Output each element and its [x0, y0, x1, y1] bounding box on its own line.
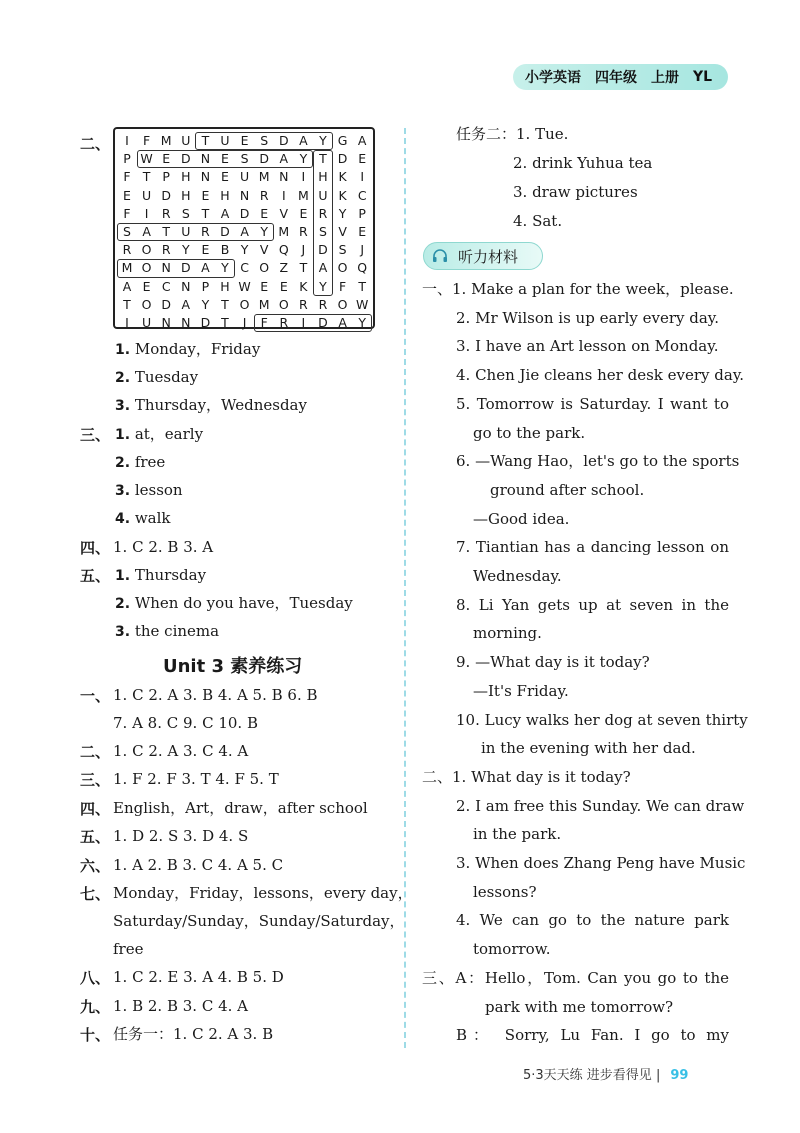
grid-letter: Y	[201, 296, 210, 312]
grid-letter: A	[357, 133, 367, 148]
s5-answer-2: 2. When do you have，Tuesday	[115, 594, 353, 612]
listening-line: lessons?	[473, 882, 537, 901]
listening-line: 10. Lucy walks her dog at seven thirty	[456, 710, 748, 729]
grid-letter: D	[239, 205, 250, 221]
grid-letter: I	[301, 169, 306, 185]
u-label-7: 七、	[80, 885, 111, 903]
grid-letter: O	[337, 296, 348, 312]
listening-line: 2. I am free this Sunday. We can draw	[456, 796, 745, 815]
grid-letter: D	[278, 133, 289, 148]
grid-letter: P	[162, 169, 170, 185]
grid-letter: R	[161, 205, 171, 221]
listening-line: 7. Tiantian has a dancing lesson on	[456, 538, 729, 557]
listening-line: park with me tomorrow?	[485, 997, 674, 1016]
grid-letter: A	[142, 224, 151, 239]
u-line-4: English，Art，draw，after school	[113, 799, 368, 817]
grid-letter: A	[181, 296, 191, 312]
grid-letter: R	[318, 296, 328, 312]
listening-line: 一、1. Make a plan for the week，please.	[422, 280, 734, 298]
listening-line: Wednesday.	[473, 567, 562, 585]
listening-line: 2. Mr Wilson is up early every day.	[456, 308, 720, 327]
grid-letter: M	[258, 169, 270, 185]
u-label-12: 十、	[80, 1026, 111, 1044]
grid-letter: Y	[181, 242, 190, 258]
grid-letter: Y	[319, 278, 327, 294]
listening-line: 9. —What day is it today?	[456, 653, 650, 672]
listening-line: 三、A：Hello，Tom. Can you go to the	[422, 968, 729, 987]
grid-letter: A	[338, 315, 347, 330]
grid-letter: Y	[338, 205, 347, 221]
s5-answer-1: 1. Thursday	[115, 566, 207, 584]
section-4-label: 四、	[80, 539, 111, 557]
grid-letter: E	[162, 151, 171, 167]
listening-line: ground after school.	[490, 480, 645, 499]
grid-letter: I	[281, 187, 286, 203]
word-box	[254, 314, 372, 332]
listening-line: B： Sorry, Lu Fan. I go to my	[456, 1026, 729, 1045]
u-label-5: 五、	[80, 828, 111, 846]
grid-letter: D	[161, 296, 171, 312]
grid-letter: S	[260, 133, 269, 148]
grid-letter: D	[337, 151, 348, 167]
grid-letter: W	[356, 296, 369, 312]
section-3-label: 三、	[80, 426, 111, 444]
u-line-9: free	[113, 940, 144, 958]
grid-letter: P	[123, 151, 131, 167]
grid-letter: O	[141, 260, 152, 276]
grid-letter: E	[240, 133, 249, 148]
word-box	[117, 223, 274, 241]
grid-letter: I	[360, 169, 365, 185]
grid-letter: N	[181, 315, 191, 330]
s2-answer-1: 1. Monday，Friday	[115, 340, 261, 358]
grid-letter: Z	[279, 260, 289, 276]
grid-letter: Y	[319, 133, 327, 148]
grid-letter: T	[358, 278, 366, 294]
grid-letter: R	[279, 315, 289, 330]
grid-letter: E	[123, 187, 131, 203]
u-label-0: 一、	[80, 687, 111, 705]
grid-letter: N	[161, 260, 171, 276]
u-line-1: 7. A 8. C 9. C 10. B	[113, 714, 258, 732]
grid-letter: T	[299, 260, 308, 276]
u-label-10: 八、	[80, 969, 111, 987]
header-subject: 小学英语	[525, 70, 581, 86]
grid-letter: F	[260, 315, 268, 330]
grid-letter: O	[239, 296, 250, 312]
u-line-12: 任务一：1. C 2. A 3. B	[113, 1025, 274, 1043]
u-line-5: 1. D 2. S 3. D 4. S	[113, 827, 249, 845]
grid-letter: O	[141, 296, 152, 312]
grid-letter: N	[239, 187, 250, 203]
grid-letter: K	[338, 169, 347, 185]
footer-slogan: 5·3天天练 进步看得见 |	[523, 1068, 661, 1083]
header-pill	[513, 64, 728, 90]
listening-line: 二、1. What day is it today?	[422, 767, 631, 786]
grid-letter: H	[181, 169, 191, 185]
grid-letter: F	[123, 169, 131, 185]
listening-material-label: 听力材料	[458, 247, 519, 266]
grid-letter: E	[142, 278, 151, 294]
grid-letter: N	[181, 278, 191, 294]
grid-letter: F	[123, 205, 131, 221]
grid-letter: R	[201, 224, 210, 239]
word-box	[117, 259, 235, 277]
listening-line: go to the park.	[473, 423, 586, 442]
grid-letter: I	[125, 315, 129, 330]
grid-letter: H	[318, 169, 328, 185]
listening-line: 8. Li Yan gets up at seven in the	[456, 595, 729, 614]
grid-letter: C	[357, 187, 367, 203]
grid-letter: R	[299, 296, 308, 312]
grid-letter: N	[279, 169, 289, 185]
grid-letter: Y	[240, 242, 249, 258]
u-label-4: 四、	[80, 800, 111, 818]
grid-letter: Y	[260, 224, 268, 239]
grid-letter: M	[160, 133, 172, 148]
listening-line: morning.	[473, 624, 542, 643]
grid-letter: V	[279, 205, 289, 221]
grid-letter: S	[181, 205, 190, 221]
grid-letter: F	[142, 133, 151, 148]
grid-letter: J	[242, 315, 247, 330]
grid-letter: A	[299, 133, 308, 148]
grid-letter: W	[238, 278, 251, 294]
header-volume: 上册	[651, 70, 679, 86]
u-line-7: Monday，Friday，lessons，every day，	[113, 884, 413, 902]
section-2-label: 二、	[80, 135, 111, 153]
listening-line: 4. We can go to the nature park	[456, 911, 729, 930]
listening-line: —It's Friday.	[473, 681, 569, 700]
u-line-11: 1. B 2. B 3. C 4. A	[113, 997, 248, 1015]
grid-letter: U	[181, 224, 191, 239]
grid-letter: T	[201, 133, 210, 148]
grid-letter: V	[259, 242, 269, 258]
grid-letter: E	[299, 205, 308, 221]
unit-3-title: Unit 3 素养练习	[163, 656, 303, 677]
grid-letter: K	[338, 187, 347, 203]
s3-answer-4: 4. walk	[115, 509, 171, 527]
grid-letter: A	[201, 260, 210, 276]
grid-letter: T	[319, 151, 327, 167]
u-label-11: 九、	[80, 998, 111, 1016]
grid-letter: I	[144, 205, 149, 221]
grid-letter: E	[201, 242, 210, 258]
task2-line-3: 4. Sat.	[513, 212, 563, 230]
headphones-icon	[432, 248, 448, 264]
grid-letter: G	[337, 133, 348, 148]
grid-letter: U	[142, 315, 152, 330]
grid-letter: Y	[299, 151, 308, 167]
grid-letter: I	[301, 315, 306, 330]
u-line-10: 1. C 2. E 3. A 4. B 5. D	[113, 968, 284, 986]
grid-letter: P	[358, 205, 366, 221]
grid-letter: A	[318, 260, 328, 276]
task2-line-2: 3. draw pictures	[513, 183, 638, 201]
grid-letter: T	[123, 296, 131, 312]
grid-letter: Q	[278, 242, 289, 258]
grid-letter: U	[220, 133, 230, 148]
grid-letter: E	[358, 151, 367, 167]
grid-letter: D	[161, 187, 171, 203]
grid-letter: R	[161, 242, 171, 258]
s3-answer-2: 2. free	[115, 453, 166, 471]
u-line-8: Saturday/Sunday，Sunday/Saturday，	[113, 912, 405, 930]
grid-letter: R	[259, 187, 269, 203]
grid-letter: K	[299, 278, 308, 294]
grid-letter: E	[201, 187, 210, 203]
grid-letter: M	[258, 296, 270, 312]
grid-letter: E	[358, 224, 367, 239]
listening-line: 6. —Wang Hao，let's go to the sports	[456, 452, 740, 471]
section-5-label: 五、	[80, 567, 111, 585]
s2-answer-3: 3. Thursday，Wednesday	[115, 396, 307, 414]
grid-letter: E	[260, 278, 269, 294]
listening-line: 3. When does Zhang Peng have Music	[456, 854, 746, 872]
grid-letter: D	[180, 151, 191, 167]
grid-letter: M	[297, 187, 309, 203]
grid-letter: H	[220, 187, 230, 203]
grid-letter: U	[318, 187, 328, 203]
grid-letter: D	[318, 242, 328, 258]
grid-letter: A	[279, 151, 289, 167]
grid-letter: E	[221, 169, 229, 185]
grid-letter: P	[201, 278, 210, 294]
grid-letter: M	[278, 224, 290, 239]
grid-letter: C	[161, 278, 171, 294]
grid-letter: U	[142, 187, 152, 203]
grid-letter: J	[301, 242, 306, 258]
header-edition: YL	[693, 69, 713, 85]
listening-line: —Good idea.	[473, 509, 570, 528]
listening-line: in the evening with her dad.	[481, 739, 696, 758]
word-box	[137, 150, 313, 168]
listening-line: 5. Tomorrow is Saturday. I want to	[456, 394, 729, 413]
grid-letter: T	[162, 224, 170, 239]
grid-letter: H	[220, 278, 230, 294]
grid-letter: A	[220, 205, 230, 221]
grid-letter: T	[142, 169, 151, 185]
u-line-3: 1. F 2. F 3. T 4. F 5. T	[113, 770, 279, 788]
grid-letter: F	[338, 278, 347, 294]
grid-letter: D	[259, 151, 269, 167]
grid-letter: S	[123, 224, 131, 239]
grid-letter: D	[220, 224, 230, 239]
grid-letter: I	[125, 133, 129, 148]
s2-answer-2: 2. Tuesday	[115, 368, 199, 386]
grid-letter: H	[181, 187, 191, 203]
u-line-6: 1. A 2. B 3. C 4. A 5. C	[113, 856, 284, 874]
s3-answer-1: 1. at，early	[115, 425, 204, 443]
grid-letter: V	[338, 224, 347, 239]
grid-letter: D	[180, 260, 191, 276]
listening-line: 3. I have an Art lesson on Monday.	[456, 337, 719, 356]
grid-letter: Y	[358, 315, 366, 330]
grid-letter: E	[260, 205, 269, 221]
task2-line-1: 2. drink Yuhua tea	[513, 154, 653, 172]
listening-line: tomorrow.	[473, 940, 551, 959]
grid-letter: O	[141, 242, 152, 258]
u-label-6: 六、	[80, 857, 111, 875]
grid-letter: D	[318, 315, 328, 330]
task2-line-0: 任务二：1. Tue.	[456, 125, 569, 143]
grid-letter: N	[200, 169, 211, 185]
grid-letter: E	[279, 278, 288, 294]
grid-letter: N	[200, 151, 211, 167]
listening-line: in the park.	[473, 825, 562, 844]
grid-letter: Y	[221, 260, 229, 276]
grid-letter: R	[318, 205, 328, 221]
grid-letter: T	[221, 296, 229, 312]
s4-answers: 1. C 2. B 3. A	[113, 538, 214, 556]
u-label-2: 二、	[80, 743, 111, 761]
grid-letter: D	[200, 315, 211, 330]
column-divider	[404, 128, 406, 1048]
grid-letter: E	[221, 151, 229, 167]
grid-letter: S	[338, 242, 347, 258]
u-line-0: 1. C 2. A 3. B 4. A 5. B 6. B	[113, 686, 318, 704]
grid-letter: S	[319, 224, 327, 239]
grid-letter: Q	[357, 260, 368, 276]
grid-letter: R	[299, 224, 308, 239]
grid-letter: R	[122, 242, 132, 258]
grid-letter: O	[259, 260, 270, 276]
u-label-3: 三、	[80, 771, 111, 789]
footer	[523, 1064, 688, 1083]
grid-letter: T	[201, 205, 210, 221]
grid-letter: T	[221, 315, 229, 330]
grid-letter: A	[122, 278, 132, 294]
grid-letter: N	[161, 315, 171, 330]
word-search-grid	[113, 127, 375, 329]
grid-letter: J	[360, 242, 365, 258]
grid-letter: S	[240, 151, 249, 167]
listening-material-tag	[423, 242, 543, 270]
grid-letter: O	[278, 296, 289, 312]
word-box	[195, 132, 332, 150]
page-number: 99	[670, 1068, 689, 1083]
grid-letter: U	[240, 169, 250, 185]
grid-letter: A	[240, 224, 249, 239]
word-box	[313, 150, 333, 296]
grid-letter: C	[240, 260, 249, 276]
header-grade: 四年级	[595, 70, 637, 86]
u-line-2: 1. C 2. A 3. C 4. A	[113, 742, 249, 760]
grid-letter: U	[181, 133, 191, 148]
s3-answer-3: 3. lesson	[115, 481, 183, 499]
listening-line: 4. Chen Jie cleans her desk every day.	[456, 366, 745, 385]
grid-letter: W	[140, 151, 153, 167]
grid-letter: B	[220, 242, 230, 258]
grid-letter: O	[337, 260, 348, 276]
s5-answer-3: 3. the cinema	[115, 622, 220, 640]
grid-letter: M	[121, 260, 133, 276]
